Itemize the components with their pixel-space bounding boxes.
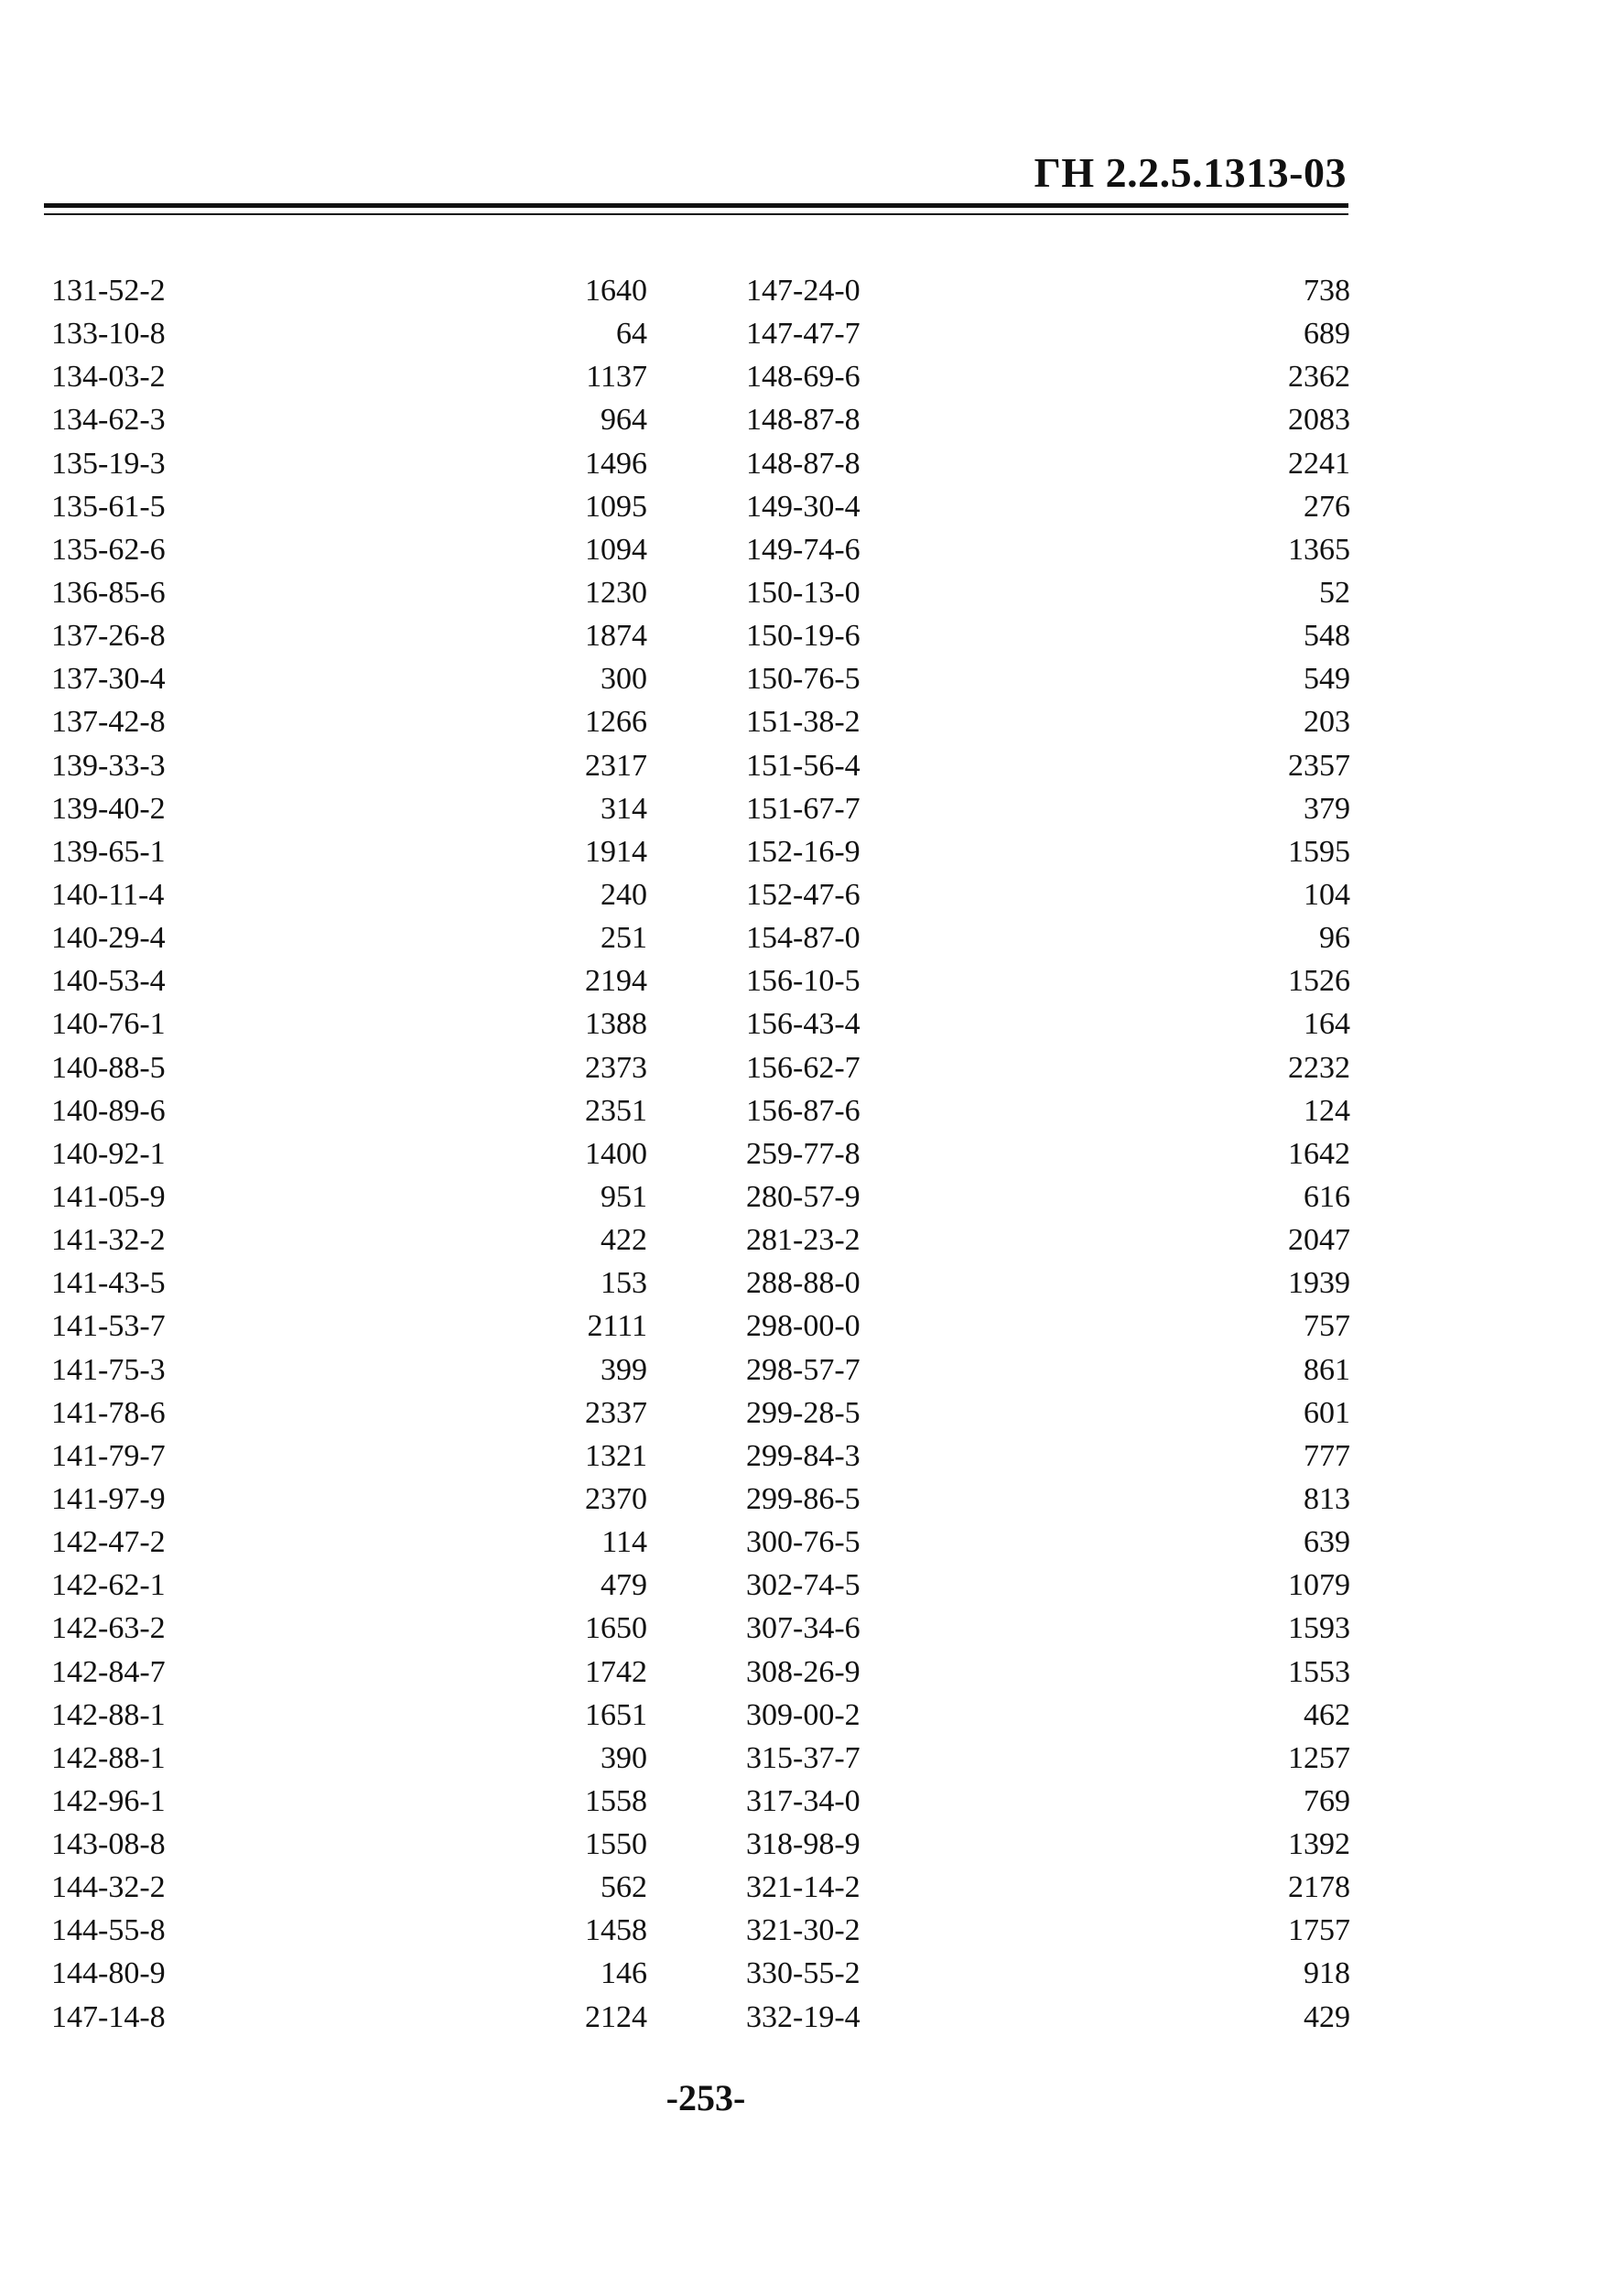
right-number-cell: 601 (1304, 1395, 1350, 1430)
left-code-cell: 135-62-6 (51, 532, 166, 567)
right-code-cell: 317-34-0 (746, 1783, 861, 1818)
left-number-cell: 1550 (585, 1827, 647, 1862)
left-code-cell: 142-63-2 (51, 1611, 166, 1646)
left-code-cell: 147-14-8 (51, 1999, 166, 2034)
left-code-cell: 144-32-2 (51, 1870, 166, 1905)
index-table (0, 269, 1602, 2039)
right-number-cell: 1553 (1288, 1654, 1350, 1689)
left-code-cell: 131-52-2 (51, 274, 166, 308)
table-row (0, 398, 1602, 441)
left-code-cell: 144-80-9 (51, 1956, 166, 1991)
left-code-cell: 144-55-8 (51, 1913, 166, 1948)
right-code-cell: 298-00-0 (746, 1309, 861, 1344)
left-number-cell: 146 (601, 1956, 647, 1991)
right-number-cell: 1642 (1288, 1136, 1350, 1171)
table-row (0, 1866, 1602, 1909)
right-number-cell: 1595 (1288, 834, 1350, 869)
right-number-cell: 104 (1304, 877, 1350, 912)
right-code-cell: 315-37-7 (746, 1740, 861, 1775)
left-number-cell: 1914 (585, 834, 647, 869)
right-code-cell: 330-55-2 (746, 1956, 861, 1991)
table-row (0, 873, 1602, 916)
right-code-cell: 299-28-5 (746, 1395, 861, 1430)
table-row (0, 1305, 1602, 1348)
table-row (0, 700, 1602, 743)
right-number-cell: 769 (1304, 1783, 1350, 1818)
table-row (0, 787, 1602, 830)
right-number-cell: 1079 (1288, 1568, 1350, 1603)
left-number-cell: 2194 (585, 964, 647, 999)
right-code-cell: 298-57-7 (746, 1352, 861, 1387)
left-number-cell: 2373 (585, 1050, 647, 1085)
right-code-cell: 154-87-0 (746, 921, 861, 956)
left-number-cell: 2351 (585, 1093, 647, 1128)
left-number-cell: 64 (616, 317, 647, 352)
right-number-cell: 861 (1304, 1352, 1350, 1387)
right-code-cell: 281-23-2 (746, 1223, 861, 1258)
left-code-cell: 141-05-9 (51, 1179, 166, 1214)
left-number-cell: 251 (601, 921, 647, 956)
table-row (0, 312, 1602, 355)
left-code-cell: 137-26-8 (51, 619, 166, 654)
right-code-cell: 288-88-0 (746, 1266, 861, 1301)
left-number-cell: 2111 (587, 1309, 647, 1344)
left-number-cell: 300 (601, 662, 647, 697)
left-code-cell: 139-40-2 (51, 791, 166, 826)
table-row (0, 1521, 1602, 1564)
left-code-cell: 137-30-4 (51, 662, 166, 697)
right-number-cell: 777 (1304, 1438, 1350, 1473)
table-row (0, 744, 1602, 787)
right-number-cell: 616 (1304, 1179, 1350, 1214)
table-row (0, 1651, 1602, 1694)
left-code-cell: 141-32-2 (51, 1223, 166, 1258)
left-code-cell: 141-53-7 (51, 1309, 166, 1344)
right-code-cell: 307-34-6 (746, 1611, 861, 1646)
right-number-cell: 918 (1304, 1956, 1350, 1991)
right-number-cell: 549 (1304, 662, 1350, 697)
left-number-cell: 2124 (585, 1999, 647, 2034)
page-number: -253- (666, 2077, 746, 2118)
left-number-cell: 951 (601, 1179, 647, 1214)
right-number-cell: 813 (1304, 1481, 1350, 1516)
right-number-cell: 1392 (1288, 1827, 1350, 1862)
left-number-cell: 1094 (585, 532, 647, 567)
right-code-cell: 321-14-2 (746, 1870, 861, 1905)
table-row (0, 1046, 1602, 1089)
table-row (0, 1952, 1602, 1995)
table-row (0, 442, 1602, 485)
left-code-cell: 135-19-3 (51, 446, 166, 481)
table-row (0, 657, 1602, 700)
right-code-cell: 151-67-7 (746, 791, 861, 826)
left-number-cell: 1742 (585, 1654, 647, 1689)
left-code-cell: 140-92-1 (51, 1136, 166, 1171)
right-code-cell: 148-69-6 (746, 360, 861, 395)
header-rule-thin (44, 213, 1348, 215)
right-code-cell: 309-00-2 (746, 1697, 861, 1732)
table-row (0, 1175, 1602, 1218)
right-number-cell: 2047 (1288, 1223, 1350, 1258)
document-code: ГН 2.2.5.1313-03 (1034, 149, 1347, 196)
right-code-cell: 150-13-0 (746, 575, 861, 610)
left-number-cell: 1640 (585, 274, 647, 308)
left-code-cell: 142-47-2 (51, 1525, 166, 1560)
right-code-cell: 147-24-0 (746, 274, 861, 308)
right-number-cell: 1365 (1288, 532, 1350, 567)
left-code-cell: 140-88-5 (51, 1050, 166, 1085)
left-code-cell: 137-42-8 (51, 705, 166, 740)
left-code-cell: 140-53-4 (51, 964, 166, 999)
right-code-cell: 152-16-9 (746, 834, 861, 869)
right-number-cell: 2241 (1288, 446, 1350, 481)
left-number-cell: 1558 (585, 1783, 647, 1818)
table-row (0, 1002, 1602, 1045)
right-code-cell: 299-84-3 (746, 1438, 861, 1473)
right-code-cell: 321-30-2 (746, 1913, 861, 1948)
left-number-cell: 399 (601, 1352, 647, 1387)
right-code-cell: 302-74-5 (746, 1568, 861, 1603)
left-number-cell: 1095 (585, 489, 647, 524)
right-number-cell: 52 (1319, 575, 1350, 610)
right-number-cell: 2232 (1288, 1050, 1350, 1085)
table-row (0, 1607, 1602, 1650)
table-row (0, 959, 1602, 1002)
right-code-cell: 300-76-5 (746, 1525, 861, 1560)
right-number-cell: 1939 (1288, 1266, 1350, 1301)
table-row (0, 355, 1602, 398)
right-number-cell: 738 (1304, 274, 1350, 308)
left-code-cell: 139-33-3 (51, 748, 166, 783)
right-code-cell: 156-10-5 (746, 964, 861, 999)
left-number-cell: 314 (601, 791, 647, 826)
left-code-cell: 140-11-4 (51, 877, 165, 912)
table-row (0, 1780, 1602, 1823)
table-row (0, 1132, 1602, 1175)
left-code-cell: 134-62-3 (51, 403, 166, 438)
table-row (0, 269, 1602, 312)
table-row (0, 1089, 1602, 1132)
right-number-cell: 689 (1304, 317, 1350, 352)
table-row (0, 1909, 1602, 1952)
table-row (0, 1823, 1602, 1866)
right-code-cell: 151-56-4 (746, 748, 861, 783)
right-code-cell: 299-86-5 (746, 1481, 861, 1516)
table-row (0, 1218, 1602, 1262)
table-row (0, 1348, 1602, 1392)
left-code-cell: 136-85-6 (51, 575, 166, 610)
right-code-cell: 156-43-4 (746, 1007, 861, 1042)
table-row (0, 1737, 1602, 1780)
right-code-cell: 152-47-6 (746, 877, 861, 912)
left-number-cell: 114 (601, 1525, 647, 1560)
table-row (0, 1262, 1602, 1305)
right-code-cell: 151-38-2 (746, 705, 861, 740)
right-code-cell: 147-47-7 (746, 317, 861, 352)
right-number-cell: 124 (1304, 1093, 1350, 1128)
left-code-cell: 139-65-1 (51, 834, 166, 869)
left-code-cell: 141-97-9 (51, 1481, 166, 1516)
left-code-cell: 141-43-5 (51, 1266, 166, 1301)
right-number-cell: 96 (1319, 921, 1350, 956)
left-code-cell: 142-96-1 (51, 1783, 166, 1818)
left-number-cell: 1388 (585, 1007, 647, 1042)
left-code-cell: 133-10-8 (51, 317, 166, 352)
right-number-cell: 203 (1304, 705, 1350, 740)
left-number-cell: 1400 (585, 1136, 647, 1171)
right-code-cell: 259-77-8 (746, 1136, 861, 1171)
right-number-cell: 379 (1304, 791, 1350, 826)
left-number-cell: 1230 (585, 575, 647, 610)
left-code-cell: 142-84-7 (51, 1654, 166, 1689)
left-number-cell: 1651 (585, 1697, 647, 1732)
left-code-cell: 141-78-6 (51, 1395, 166, 1430)
right-number-cell: 276 (1304, 489, 1350, 524)
table-row (0, 1996, 1602, 2039)
left-number-cell: 1137 (586, 360, 647, 395)
left-number-cell: 1266 (585, 705, 647, 740)
left-number-cell: 1458 (585, 1913, 647, 1948)
left-code-cell: 140-76-1 (51, 1007, 166, 1042)
left-number-cell: 1650 (585, 1611, 647, 1646)
left-code-cell: 134-03-2 (51, 360, 166, 395)
right-number-cell: 548 (1304, 619, 1350, 654)
right-number-cell: 1757 (1288, 1913, 1350, 1948)
right-number-cell: 757 (1304, 1309, 1350, 1344)
right-code-cell: 149-74-6 (746, 532, 861, 567)
right-code-cell: 150-19-6 (746, 619, 861, 654)
left-number-cell: 422 (601, 1223, 647, 1258)
left-code-cell: 141-75-3 (51, 1352, 166, 1387)
left-code-cell: 142-62-1 (51, 1568, 166, 1603)
right-code-cell: 280-57-9 (746, 1179, 861, 1214)
left-number-cell: 2317 (585, 748, 647, 783)
left-code-cell: 140-29-4 (51, 921, 166, 956)
left-number-cell: 240 (601, 877, 647, 912)
table-row (0, 916, 1602, 959)
right-number-cell: 2083 (1288, 403, 1350, 438)
right-number-cell: 2178 (1288, 1870, 1350, 1905)
right-number-cell: 2362 (1288, 360, 1350, 395)
left-number-cell: 1321 (585, 1438, 647, 1473)
table-row (0, 830, 1602, 873)
right-code-cell: 156-62-7 (746, 1050, 861, 1085)
right-number-cell: 429 (1304, 1999, 1350, 2034)
left-number-cell: 964 (601, 403, 647, 438)
header-rule-thick (44, 203, 1348, 208)
left-number-cell: 153 (601, 1266, 647, 1301)
left-code-cell: 142-88-1 (51, 1697, 166, 1732)
left-number-cell: 390 (601, 1740, 647, 1775)
left-number-cell: 479 (601, 1568, 647, 1603)
left-number-cell: 562 (601, 1870, 647, 1905)
right-code-cell: 149-30-4 (746, 489, 861, 524)
right-number-cell: 462 (1304, 1697, 1350, 1732)
table-row (0, 528, 1602, 571)
left-number-cell: 2370 (585, 1481, 647, 1516)
right-code-cell: 148-87-8 (746, 403, 861, 438)
left-code-cell: 140-89-6 (51, 1093, 166, 1128)
right-code-cell: 332-19-4 (746, 1999, 861, 2034)
table-row (0, 485, 1602, 528)
table-row (0, 1478, 1602, 1521)
table-row (0, 571, 1602, 614)
table-row (0, 1694, 1602, 1737)
right-number-cell: 1593 (1288, 1611, 1350, 1646)
left-number-cell: 2337 (585, 1395, 647, 1430)
right-code-cell: 150-76-5 (746, 662, 861, 697)
table-row (0, 614, 1602, 657)
right-number-cell: 1257 (1288, 1740, 1350, 1775)
table-row (0, 1392, 1602, 1435)
right-code-cell: 308-26-9 (746, 1654, 861, 1689)
right-code-cell: 318-98-9 (746, 1827, 861, 1862)
table-row (0, 1435, 1602, 1478)
left-code-cell: 141-79-7 (51, 1438, 166, 1473)
left-code-cell: 135-61-5 (51, 489, 166, 524)
right-code-cell: 156-87-6 (746, 1093, 861, 1128)
right-number-cell: 1526 (1288, 964, 1350, 999)
left-number-cell: 1496 (585, 446, 647, 481)
left-number-cell: 1874 (585, 619, 647, 654)
left-code-cell: 143-08-8 (51, 1827, 166, 1862)
right-number-cell: 639 (1304, 1525, 1350, 1560)
right-number-cell: 2357 (1288, 748, 1350, 783)
right-code-cell: 148-87-8 (746, 446, 861, 481)
left-code-cell: 142-88-1 (51, 1740, 166, 1775)
table-row (0, 1564, 1602, 1607)
right-number-cell: 164 (1304, 1007, 1350, 1042)
